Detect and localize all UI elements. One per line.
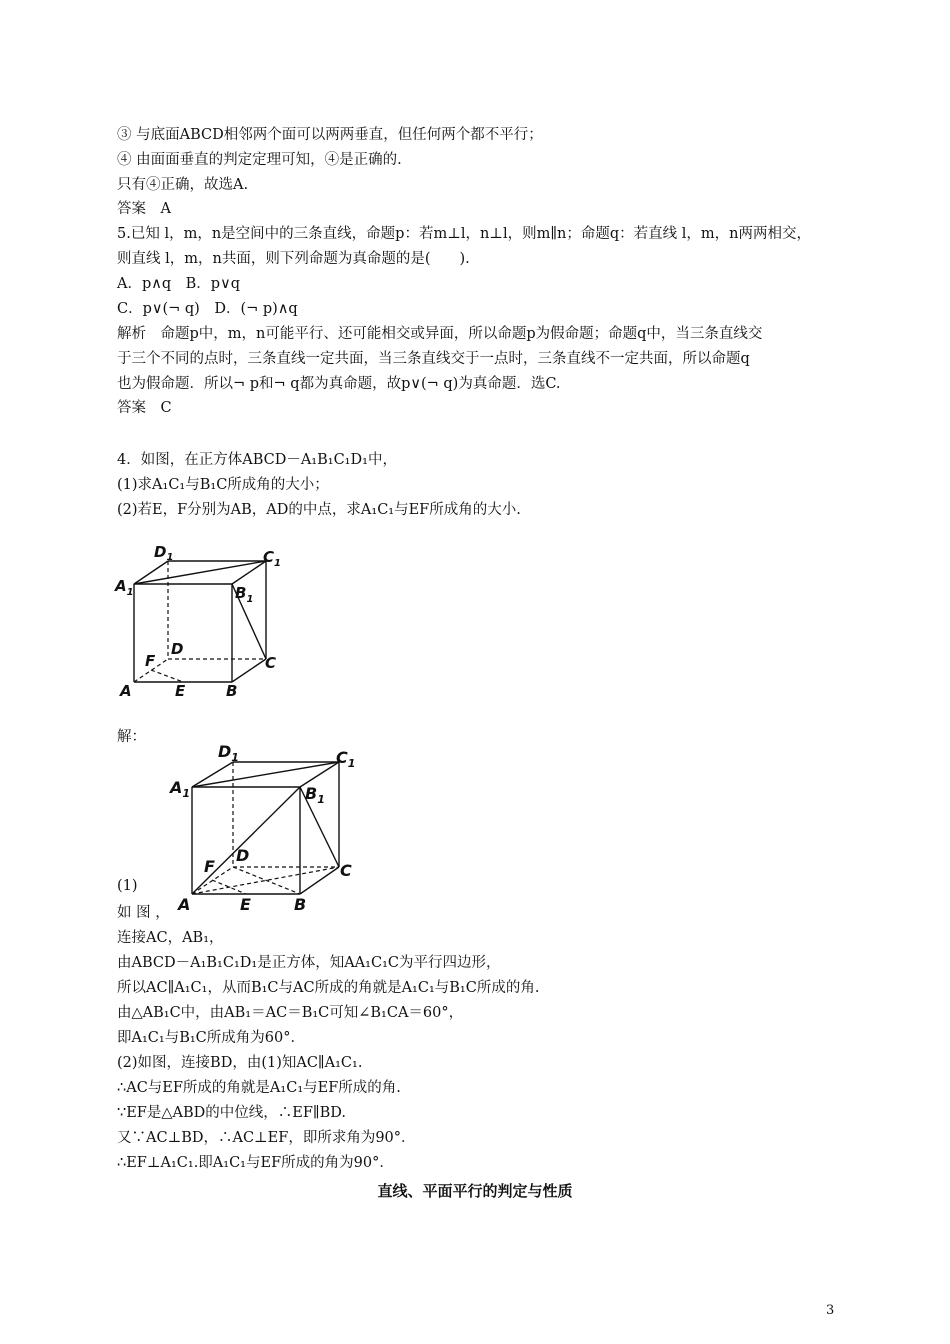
text-line-l2: ④ 由面面垂直的判定定理可知，④是正确的. (117, 152, 402, 168)
label2-E: E (240, 895, 251, 914)
label-F: F (145, 652, 156, 670)
label-A: A (120, 682, 132, 700)
label2-B: B (294, 895, 307, 914)
text-line-l28: ∴EF⊥A₁C₁.即A₁C₁与EF所成的角为90°． (117, 1155, 394, 1171)
cube-figure-1 (115, 540, 295, 705)
label-C1: $C_1$ (263, 548, 281, 569)
label-C: C (265, 654, 277, 672)
label2-A1: $A_1$ (170, 778, 191, 800)
text-line-l16: 解： (117, 729, 146, 745)
label-A1: $A_1$ (115, 577, 134, 598)
section-title: 直线、平面平行的判定与性质 (377, 1182, 573, 1200)
label2-B1: $B_1$ (305, 784, 325, 806)
cube-figure-2 (170, 738, 365, 918)
text-line-l23: 即A₁C₁与B₁C所成角为60°． (117, 1030, 305, 1046)
text-line-l20: 由ABCD－A₁B₁C₁D₁是正方体，知AA₁C₁C为平行四边形， (117, 955, 501, 971)
text-line-l10: 于三个不同的点时，三条直线一定共面，当三条直线交于一点时，三条直线不一定共面，所以命题q (117, 351, 750, 367)
label2-A: A (178, 895, 191, 914)
text-line-l25: ∴AC与EF所成的角就是A₁C₁与EF所成的角. (117, 1080, 401, 1096)
label-D: D (171, 640, 184, 658)
text-line-l13: 4．如图，在正方体ABCD－A₁B₁C₁D₁中， (117, 452, 397, 468)
label2-D1: $D_1$ (218, 742, 239, 764)
text-line-l22: 由△AB₁C中，由AB₁＝AC＝B₁C可知∠B₁CA＝60°， (117, 1005, 464, 1021)
text-line-l3: 只有④正确，故选A. (117, 177, 249, 193)
text-line-l9: 解析 命题p中，m，n可能平行、还可能相交或异面，所以命题p为假命题；命题q中，当三条直线交 (117, 326, 763, 342)
text-line-l18: 如 图 ， (117, 905, 170, 921)
label-D1: $D_1$ (154, 543, 174, 563)
text-line-l11: 也为假命题．所以¬ p和¬ q都为真命题，故p∨(¬ q)为真命题．选C. (117, 376, 561, 392)
text-line-l1: ③ 与底面ABCD相邻两个面可以两两垂直，但任何两个都不平行； (117, 127, 543, 143)
text-line-l21: 所以AC∥A₁C₁，从而B₁C与AC所成的角就是A₁C₁与B₁C所成的角. (117, 980, 540, 996)
label-B1: $B_1$ (235, 584, 254, 605)
label-E: E (175, 682, 186, 700)
label2-C: C (340, 861, 352, 880)
text-line-l7: A．p∧q B．p∨q (117, 276, 240, 292)
label2-C1: $C_1$ (336, 748, 356, 770)
text-line-l26: ∵EF是△ABD的中位线，∴EF∥BD. (117, 1105, 346, 1121)
page-number: 3 (826, 1303, 835, 1318)
text-line-l24: (2)如图，连接BD，由(1)知AC∥A₁C₁. (117, 1055, 363, 1071)
text-line-l14: (1)求A₁C₁与B₁C所成角的大小； (117, 477, 329, 493)
text-line-l27: 又∵AC⊥BD，∴AC⊥EF，即所求角为90°． (117, 1130, 416, 1146)
text-line-l12: 答案 C (117, 400, 172, 416)
label2-F: F (204, 857, 215, 876)
text-line-l17: (1) (117, 878, 138, 894)
label-B: B (226, 682, 238, 700)
label2-D: D (236, 846, 250, 865)
text-line-l4: 答案 A (117, 201, 171, 217)
text-line-l5: 5.已知 l，m，n是空间中的三条直线，命题p：若m⊥l，n⊥l，则m∥n；命题q：若直线 l，m，n两两相交， (117, 226, 811, 242)
text-line-l15: (2)若E，F分别为AB，AD的中点，求A₁C₁与EF所成角的大小. (117, 502, 521, 518)
text-line-l8: C．p∨(¬ q) D．(¬ p)∧q (117, 301, 298, 317)
text-line-l6: 则直线 l，m，n共面，则下列命题为真命题的是( ). (117, 251, 470, 267)
text-line-l19: 连接AC，AB₁， (117, 930, 224, 946)
